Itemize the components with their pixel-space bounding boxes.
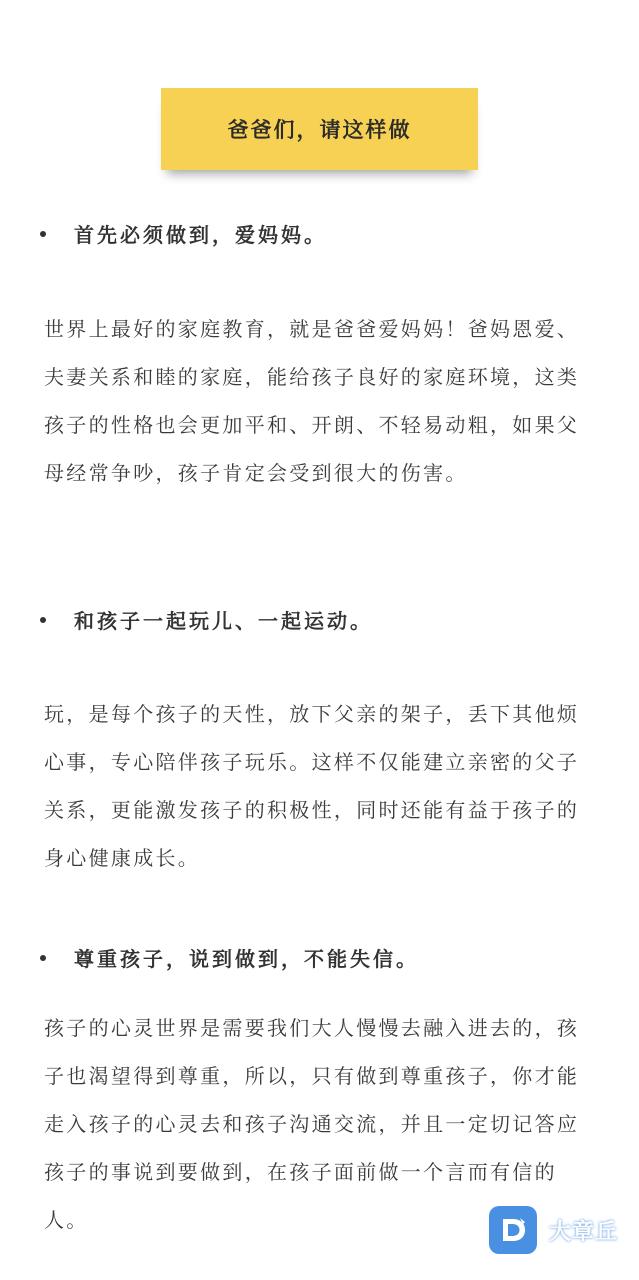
section-heading-2 [40, 605, 373, 634]
title-banner [161, 88, 478, 170]
page-title: 爸爸们，请这样做 [227, 118, 412, 142]
section-paragraph-2: 玩，是每个孩子的天性，放下父亲的架子，丢下其他烦心事，专心陪伴孩子玩乐。这样不仅能建立亲密的父子关系，更能激发孩子的积极性，同时还能有益于孩子的身心健康成长。 [44, 702, 580, 870]
section-paragraph-3: 孩子的心灵世界是需要我们大人慢慢去融入进去的，孩子也渴望得到尊重，所以，只有做到尊重孩子，你才能走入孩子的心灵去和孩子沟通交流，并且一定切记答应孩子的事说到要做到，在孩子面前做一个言而有信的人。 [44, 1016, 580, 1232]
bullet-icon [40, 231, 46, 237]
bullet-icon [40, 617, 46, 623]
watermark [489, 1206, 618, 1254]
letter-d-icon [496, 1213, 530, 1247]
section-heading-text: 尊重孩子，说到做到，不能失信。 [74, 947, 419, 971]
section-heading-text: 首先必须做到，爱妈妈。 [74, 223, 327, 247]
watermark-text: 大章丘 [549, 1219, 619, 1245]
bullet-icon [40, 955, 46, 961]
section-paragraph-1: 世界上最好的家庭教育，就是爸爸爱妈妈！爸妈恩爱、夫妻关系和睦的家庭，能给孩子良好的家庭环境，这类孩子的性格也会更加平和、开朗、不轻易动粗，如果父母经常争吵，孩子肯定会受到很大的伤害。 [44, 317, 580, 485]
section-heading-1 [40, 219, 327, 248]
dazhangqiu-logo-icon [489, 1206, 537, 1254]
section-heading-text: 和孩子一起玩儿、一起运动。 [74, 609, 373, 633]
section-heading-3 [40, 943, 419, 972]
